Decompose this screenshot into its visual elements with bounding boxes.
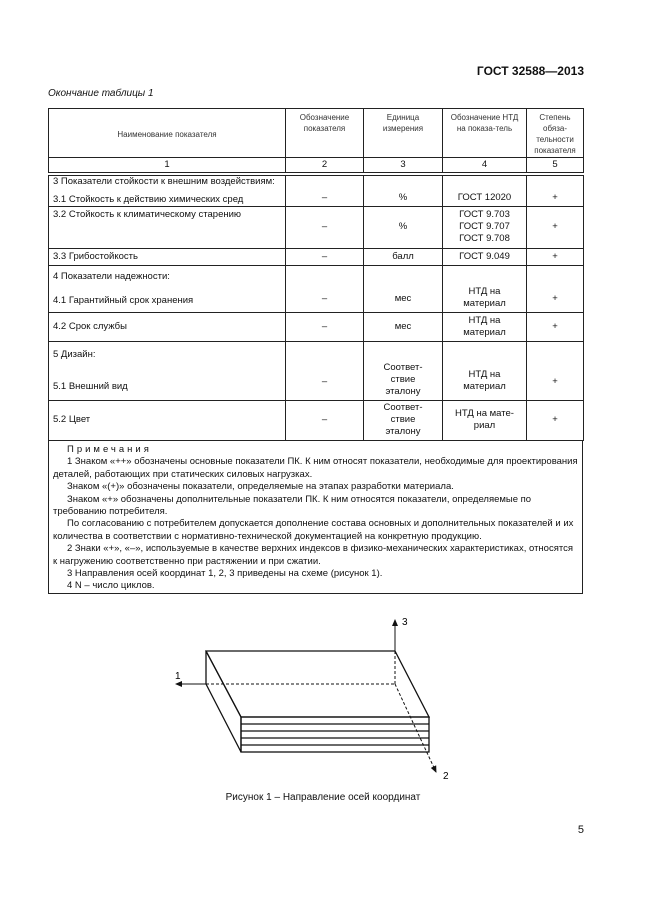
col-header: Обозначение показателя — [286, 109, 364, 158]
slab-side-face — [206, 651, 241, 752]
document-id: ГОСТ 32588—2013 — [476, 64, 584, 78]
symbol: – — [286, 174, 364, 207]
ntd: ГОСТ 9.703 ГОСТ 9.707 ГОСТ 9.708 — [443, 206, 527, 248]
notes-title: Примечания — [67, 444, 152, 455]
slab-front-face — [241, 717, 429, 752]
unit: Соответ-ствие эталону — [364, 341, 443, 400]
row-name: 5.2 Цвет — [49, 400, 286, 440]
degree: + — [527, 400, 584, 440]
symbol: – — [286, 248, 364, 265]
figure-caption: Рисунок 1 – Направление осей координат — [225, 792, 421, 803]
col-header: Единица измерения — [364, 109, 443, 158]
note: 4 N – число циклов. — [67, 580, 155, 592]
symbol: – — [286, 400, 364, 440]
unit: балл — [364, 248, 443, 265]
degree: + — [527, 206, 584, 248]
col-number: 3 — [364, 158, 443, 174]
col-number: 4 — [443, 158, 527, 174]
group-title: 3 Показатели стойкости к внешним воздействиям: — [53, 175, 275, 187]
ntd: НТД на материал — [443, 265, 527, 312]
col-header: Обозначение НТД на показа-тель — [443, 109, 527, 158]
row-name: 4.1 Гарантийный срок хранения — [53, 294, 194, 306]
row-name: 3.1 Стойкость к действию химических сред — [53, 193, 244, 205]
ntd: НТД на мате-риал — [443, 400, 527, 440]
row-name: 3.2 Стойкость к климатическому старению — [49, 206, 286, 248]
axis-label-2: 2 — [443, 771, 449, 782]
ntd: ГОСТ 9.049 — [443, 248, 527, 265]
symbol: – — [286, 312, 364, 341]
col-number: 1 — [49, 158, 286, 174]
axis-label-3: 3 — [402, 617, 408, 628]
col-header: Наименование показателя — [49, 109, 286, 158]
unit: Соответ-ствие эталону — [364, 400, 443, 440]
axis-label-1: 1 — [175, 671, 181, 682]
degree: + — [527, 174, 584, 207]
row-name: 5.1 Внешний вид — [53, 380, 128, 392]
degree: + — [527, 248, 584, 265]
symbol: – — [286, 265, 364, 312]
ntd: НТД на материал — [443, 312, 527, 341]
page-number: 5 — [577, 824, 584, 836]
row-name: 4.2 Срок службы — [49, 312, 286, 341]
note: 2 Знаки «+», «–», используемые в качестве верхних индексов в физико-механических характеристиках, относятся к нагружению соответственно при растяжении и при сжатии. — [53, 543, 573, 567]
col-number: 5 — [527, 158, 584, 174]
unit: % — [364, 174, 443, 207]
unit: % — [364, 206, 443, 248]
group-title: 5 Дизайн: — [53, 348, 96, 360]
col-header: Степень обяза-тельности показателя — [527, 109, 584, 158]
axis-2-arrow — [395, 684, 436, 772]
symbol: – — [286, 341, 364, 400]
note: Знаком «(+)» обозначены показатели, определяемые на этапах разработки материала. — [67, 481, 454, 493]
table-caption: Окончание таблицы 1 — [48, 88, 154, 99]
note: 3 Направления осей координат 1, 2, 3 приведены на схеме (рисунок 1). — [67, 568, 383, 580]
ntd: НТД на материал — [443, 341, 527, 400]
unit: мес — [364, 312, 443, 341]
unit: мес — [364, 265, 443, 312]
note: По согласованию с потребителем допускается дополнение состава основных и дополнительных показателей и их количества в соответствии с нормативно-технической документацией на конкретную продукцию. — [53, 518, 574, 542]
ntd: ГОСТ 12020 — [443, 174, 527, 207]
symbol: – — [286, 206, 364, 248]
degree: + — [527, 265, 584, 312]
degree: + — [527, 312, 584, 341]
group-title: 4 Показатели надежности: — [53, 270, 170, 282]
note: Знаком «+» обозначены дополнительные показатели ПК. К ним относятся показатели, определяемые по требованию потребителя. — [53, 493, 532, 518]
row-name: 3.3 Грибостойкость — [49, 248, 286, 265]
note: 1 Знаком «++» обозначены основные показатели ПК. К ним относят показатели, необходимые для проектирования деталей, работающих при статических силовых нагрузках. — [53, 456, 578, 480]
degree: + — [527, 341, 584, 400]
col-number: 2 — [286, 158, 364, 174]
